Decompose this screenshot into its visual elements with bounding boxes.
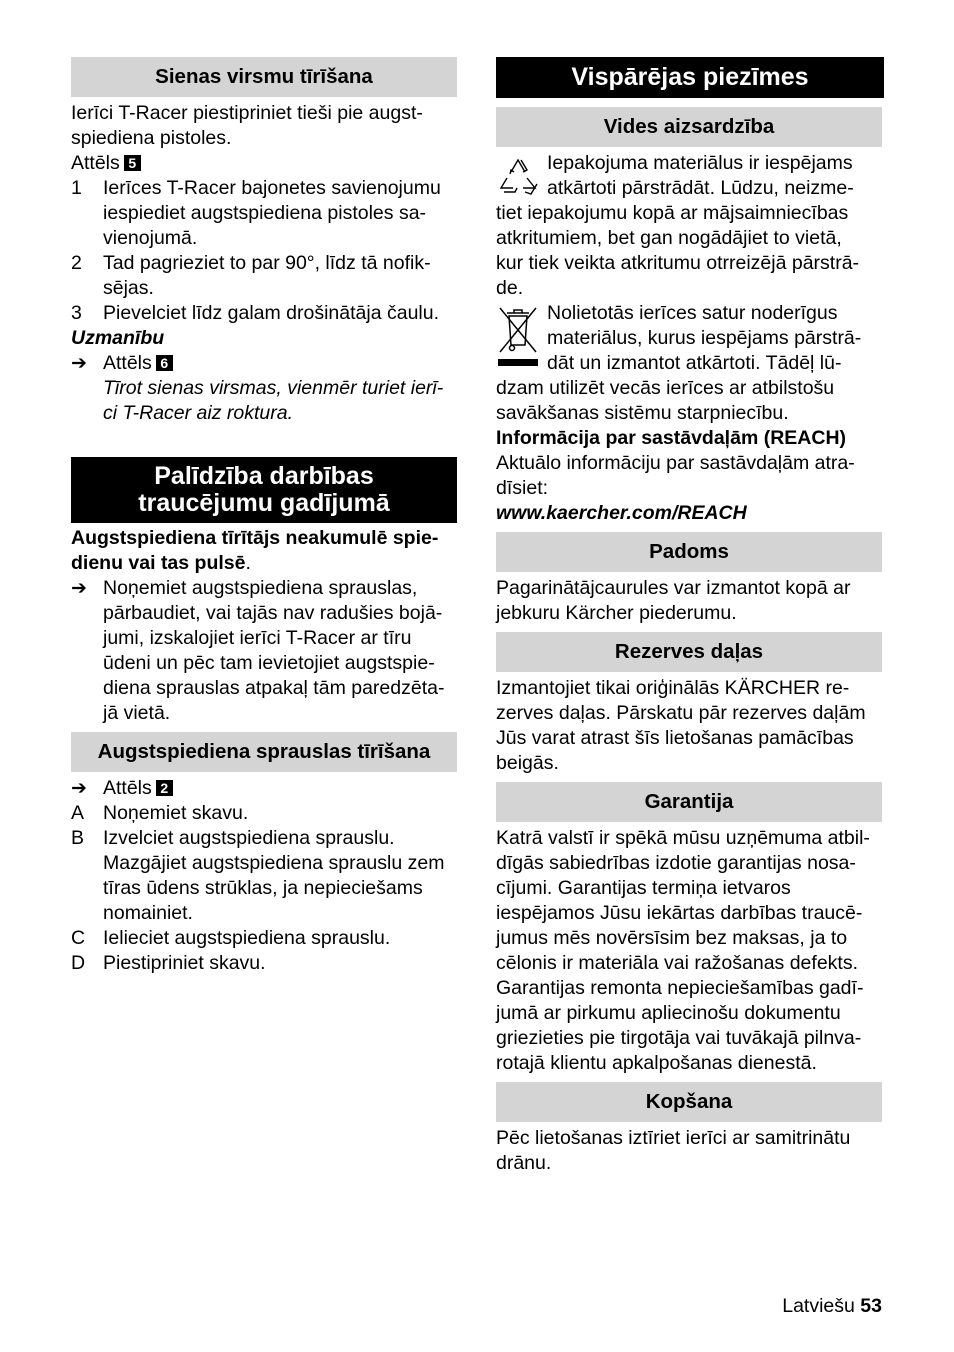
section-heading-tips: Padoms bbox=[496, 532, 882, 572]
step-text: Noņemiet skavu. bbox=[103, 802, 249, 824]
paragraph-line: materiālus, kurus iespējams pārstrā- bbox=[547, 327, 862, 349]
note-text: ci T-Racer aiz roktura. bbox=[103, 402, 294, 424]
paragraph-line: iespējamos Jūsu iekārtas darbības traucē- bbox=[496, 902, 863, 924]
reach-url-link[interactable]: www.kaercher.com/REACH bbox=[496, 502, 747, 524]
page-footer bbox=[782, 1294, 882, 1319]
section-heading-wall-cleaning: Sienas virsmu tīrīšana bbox=[71, 57, 457, 97]
figure-reference bbox=[103, 776, 173, 801]
problem-heading bbox=[71, 551, 251, 576]
step-text: iespiediet augstspiediena pistoles sa- bbox=[103, 202, 427, 224]
step-text: Ierīces T-Racer bajonetes savienojumu bbox=[103, 177, 441, 199]
paragraph-line: tiet iepakojumu kopā ar mājsaimniecības bbox=[496, 202, 849, 224]
section-heading-care: Kopšana bbox=[496, 1082, 882, 1122]
paragraph-line: Jūs varat atrast šīs lietošanas pamācības bbox=[496, 727, 854, 749]
remedy-text: ūdeni un pēc tam ievietojiet augstspie- bbox=[103, 652, 435, 674]
step-text: nomainiet. bbox=[103, 902, 193, 924]
paragraph-line: Nolietotās ierīces satur noderīgus bbox=[547, 302, 838, 324]
step-text: sējas. bbox=[103, 277, 154, 299]
paragraph-line: zerves daļas. Pārskatu pār rezerves daļām bbox=[496, 702, 866, 724]
paragraph-line: rotajā klientu apkalpošanas dienestā. bbox=[496, 1052, 817, 1074]
section-heading-environment: Vides aizsardzība bbox=[496, 107, 882, 147]
problem-heading-text: dienu vai tas pulsē bbox=[71, 552, 246, 574]
paragraph-line: kur tiek veikta atkritumu otrreizējā pārstrā- bbox=[496, 252, 860, 274]
paragraph-line: Iepakojuma materiālus ir iespējams bbox=[547, 152, 853, 174]
reach-title: Informācija par sastāvdaļām (REACH) bbox=[496, 427, 847, 449]
paragraph-line: atkritumiem, bet gan nogādājiet to vietā, bbox=[496, 227, 842, 249]
paragraph-line: Katrā valstī ir spēkā mūsu uzņēmuma atbil- bbox=[496, 827, 870, 849]
paragraph-line: jebkuru Kärcher piederumu. bbox=[496, 602, 737, 624]
figure-number-badge: 5 bbox=[124, 155, 141, 171]
chapter-heading-troubleshooting bbox=[71, 457, 457, 523]
figure-label: Attēls bbox=[103, 352, 152, 374]
section-heading-warranty: Garantija bbox=[496, 782, 882, 822]
step-text: Mazgājiet augstspiediena sprauslu zem bbox=[103, 852, 445, 874]
remedy-text: jā vietā. bbox=[103, 702, 171, 724]
step-text: Tad pagrieziet to par 90°, līdz tā nofik- bbox=[103, 252, 431, 274]
paragraph-line: cēlonis ir materiāla vai ražošanas defekts. bbox=[496, 952, 858, 974]
caution-label: Uzmanību bbox=[71, 327, 165, 349]
step-number: 1 bbox=[71, 177, 82, 199]
step-number: 3 bbox=[71, 302, 82, 324]
chapter-heading-line: Palīdzība darbības bbox=[154, 462, 374, 490]
step-text: tīras ūdens strūklas, ja nepieciešams bbox=[103, 877, 423, 899]
figure-number-badge: 6 bbox=[156, 355, 173, 371]
paragraph-line: dāt un izmantot atkārtoti. Tādēļ lū- bbox=[547, 352, 842, 374]
problem-heading-period: . bbox=[245, 552, 251, 574]
step-text: Pievelciet līdz galam drošinātāja čaulu. bbox=[103, 302, 440, 324]
footer-language: Latviešu bbox=[782, 1295, 855, 1317]
crossed-bin-icon bbox=[497, 305, 539, 367]
figure-label: Attēls bbox=[71, 152, 120, 174]
step-text: Piestipriniet skavu. bbox=[103, 952, 266, 974]
note-text: Tīrot sienas virsmas, vienmēr turiet ierī- bbox=[103, 377, 444, 399]
arrow-icon: ➔ bbox=[71, 578, 87, 599]
arrow-icon: ➔ bbox=[71, 353, 87, 374]
paragraph-line: dzam utilizēt vecās ierīces ar atbilstošu bbox=[496, 377, 835, 399]
figure-label: Attēls bbox=[103, 777, 152, 799]
step-text: vienojumā. bbox=[103, 227, 198, 249]
paragraph-line: Garantijas remonta nepieciešamības gadī- bbox=[496, 977, 864, 999]
step-number: 2 bbox=[71, 252, 82, 274]
paragraph-line: drānu. bbox=[496, 1152, 552, 1174]
paragraph-line: atkārtoti pārstrādāt. Lūdzu, neizme- bbox=[547, 177, 854, 199]
paragraph-line: Aktuālo informāciju par sastāvdaļām atra- bbox=[496, 452, 855, 474]
remedy-text: pārbaudiet, vai tajās nav radušies bojā- bbox=[103, 602, 443, 624]
figure-reference bbox=[103, 351, 173, 376]
paragraph-line: beigās. bbox=[496, 752, 559, 774]
paragraph-line: Pagarinātājcaurules var izmantot kopā ar bbox=[496, 577, 851, 599]
step-letter: A bbox=[71, 802, 85, 824]
paragraph-line: jumā ar pirkumu apliecinošu dokumentu bbox=[496, 1002, 841, 1024]
remedy-text: Noņemiet augstspiediena sprauslas, bbox=[103, 577, 418, 599]
step-letter: D bbox=[71, 952, 86, 974]
paragraph-line: cījumi. Garantijas termiņa ietvaros bbox=[496, 877, 791, 899]
recycle-icon bbox=[497, 154, 541, 198]
paragraph-line: dīgās sabiedrības izdotie garantijas nosa- bbox=[496, 852, 856, 874]
remedy-text: jumi, izskalojiet ierīci T-Racer ar tīru bbox=[103, 627, 412, 649]
paragraph-line: griezieties pie tirgotāja vai tuvākajā pilnva- bbox=[496, 1027, 862, 1049]
paragraph-line: dīsiet: bbox=[496, 477, 549, 499]
chapter-heading-line: traucējumu gadījumā bbox=[138, 489, 390, 517]
page-number: 53 bbox=[860, 1295, 882, 1317]
paragraph-line: jumus mēs novērsīsim bez maksas, ja to bbox=[496, 927, 848, 949]
chapter-heading-general-notes: Vispārējas piezīmes bbox=[496, 57, 884, 98]
section-heading-nozzle-cleaning: Augstspiediena sprauslas tīrīšana bbox=[71, 732, 457, 772]
section-heading-spare-parts: Rezerves daļas bbox=[496, 632, 882, 672]
paragraph-line: Ierīci T-Racer piestipriniet tieši pie augst- bbox=[71, 102, 423, 124]
problem-heading: Augstspiediena tīrītājs neakumulē spie- bbox=[71, 527, 439, 549]
step-letter: B bbox=[71, 827, 85, 849]
paragraph-line: Izmantojiet tikai oriģinālās KÄRCHER re- bbox=[496, 677, 850, 699]
figure-number-badge: 2 bbox=[156, 780, 173, 796]
arrow-icon: ➔ bbox=[71, 778, 87, 799]
step-text: Izvelciet augstspiediena sprauslu. bbox=[103, 827, 395, 849]
paragraph-line: spiediena pistoles. bbox=[71, 127, 232, 149]
figure-reference bbox=[71, 151, 141, 176]
paragraph-line: savākšanas sistēmu starpniecību. bbox=[496, 402, 789, 424]
step-letter: C bbox=[71, 927, 86, 949]
remedy-text: diena sprauslas atpakaļ tām paredzēta- bbox=[103, 677, 445, 699]
paragraph-line: de. bbox=[496, 277, 524, 299]
step-text: Ielieciet augstspiediena sprauslu. bbox=[103, 927, 391, 949]
paragraph-line: Pēc lietošanas iztīriet ierīci ar samitrinātu bbox=[496, 1127, 851, 1149]
